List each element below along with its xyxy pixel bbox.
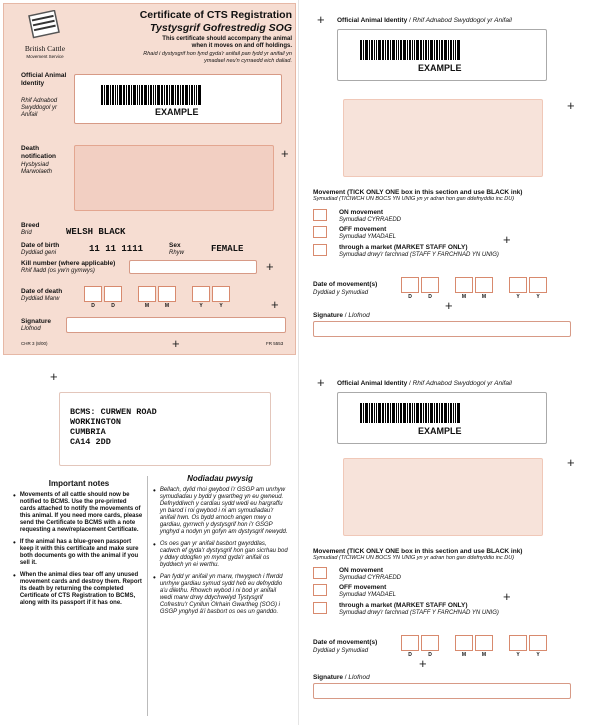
note-text: If the animal has a blue-green passport keep it with this certificate and make sure both documents go with the animal if you sell it. bbox=[19, 539, 139, 566]
date-digit-box[interactable] bbox=[475, 635, 493, 651]
sex-value: FEMALE bbox=[211, 244, 244, 254]
official-id-label: Official Animal Identity bbox=[21, 72, 67, 87]
movement-title-cy: Symudiad (TICIWCH UN BOCS YN UNIG yn yr adran hon gan ddefnyddio inc DU) bbox=[313, 555, 515, 561]
date-letter: Y bbox=[199, 303, 203, 309]
movement-date-boxes[interactable] bbox=[401, 635, 547, 658]
notes-en-list bbox=[13, 492, 143, 612]
date-letter: Y bbox=[536, 294, 540, 300]
date-label: Date of movement(s) bbox=[313, 639, 378, 646]
address-field bbox=[59, 392, 271, 466]
registration-mark: + bbox=[567, 455, 575, 470]
barcode bbox=[360, 403, 470, 423]
registration-mark: + bbox=[503, 589, 511, 604]
death-notification-field[interactable] bbox=[74, 145, 274, 211]
date-letter: M bbox=[164, 303, 170, 309]
date-letter: Y bbox=[516, 652, 520, 658]
date-label-cy: Dyddiad y Symudiad bbox=[313, 290, 369, 296]
signature-field[interactable] bbox=[66, 317, 286, 333]
option-label: through a market (MARKET STAFF ONLY) bbox=[339, 602, 468, 609]
note-item: • Os oes gan yr anifail basbort gwyrddlas, cadwch ef gyda'r dystysgrif hon gan sicrhau bod y ddwy ddogfen yn mynd gyda'r anifail os byddwch yn ei werthu. bbox=[153, 540, 288, 568]
date-letter: M bbox=[481, 652, 487, 658]
movement-card-2: + Official Animal Identity / Rhif Adnabod Swyddogol yr Anifail EXAMPLE + Movement (TICK ONLY ONE box in this section and use BLACK ink) Symudiad (TICIWCH UN BOCS YN UNIG yn yr adran hon gan ddefnyddio inc DU) ON movement Symudiad CYRRAEDD OFF movement Symudiad YMADAEL + through a market (MARKET STAFF ONLY) Symudiad drwy'r farchnad (STAFF Y FARCHNAD YN UNIG) Date of movement(s) Dyddiad y Symudiad D D M M Y Y + Signature / Llofnod bbox=[303, 368, 598, 720]
off-movement-checkbox[interactable] bbox=[313, 226, 327, 238]
date-digit-box[interactable] bbox=[455, 635, 473, 651]
official-id-field bbox=[337, 392, 547, 444]
address-line: BCMS: CURWEN ROAD bbox=[70, 407, 157, 417]
date-letter: Y bbox=[516, 294, 520, 300]
official-id-label-cy: Rhif Adnabod Swyddogol yr Anifail bbox=[412, 17, 512, 24]
date-letter: M bbox=[144, 303, 150, 309]
dob-label-cy: Dyddiad geni bbox=[21, 250, 57, 256]
date-letter: Y bbox=[536, 652, 540, 658]
signature-label: Signature bbox=[313, 312, 343, 319]
option-label: OFF movement bbox=[339, 226, 387, 233]
date-digit-box[interactable] bbox=[529, 635, 547, 651]
registration-mark: + bbox=[503, 232, 511, 247]
registration-mark: + bbox=[317, 12, 325, 27]
registration-mark: + bbox=[271, 297, 279, 312]
address-block bbox=[5, 384, 295, 468]
official-id-label-cy: Rhif Adnabod Swyddogol yr Anifail bbox=[412, 380, 512, 387]
date-digit-box[interactable] bbox=[138, 286, 156, 302]
note-item: • Bellach, dylid rhoi gwybod i'r GSGP am unrhyw symudiadau y bydd y gwartheg yn eu gwneud. Defnyddiwch y cardiau sydd wedi eu hargraffu yn barod i roi gwybod i ni am symudiadau'r anifail hwn. Os bydd arnoch angen mwy o gardiau, gyrrwch y dystysgrif hon i'r GSGP ynghyd a nodyn yn gofyn am dystysgrif newydd. bbox=[153, 486, 288, 535]
option-label-cy: Symudiad CYRRAEDD bbox=[339, 575, 402, 581]
signature-label-cy: Llofnod bbox=[21, 326, 41, 332]
registration-mark: + bbox=[50, 369, 58, 384]
movement-date-boxes[interactable] bbox=[401, 277, 547, 300]
certificate-notice-cy: Rhaid i dystysgrif hon fynd gyda'r anifail pan fydd yr anifail yn ymadael neu'n cyrraedd eich daliad. bbox=[143, 51, 292, 64]
certificate-notice: This certificate should accompany the animal when it moves on and off holdings. bbox=[162, 36, 292, 49]
official-id-label: Official Animal Identity bbox=[337, 380, 408, 387]
address-field-card bbox=[343, 99, 543, 177]
date-letter: D bbox=[91, 303, 95, 309]
bcms-logo bbox=[14, 10, 76, 66]
official-id-label: Official Animal Identity bbox=[337, 17, 408, 24]
barcode bbox=[101, 85, 211, 105]
date-letter: D bbox=[428, 652, 432, 658]
movement-title-cy: Symudiad (TICIWCH UN BOCS YN UNIG yn yr adran hon gan ddefnyddio inc DU) bbox=[313, 196, 515, 202]
option-label: through a market (MARKET STAFF ONLY) bbox=[339, 244, 468, 251]
date-digit-box[interactable] bbox=[84, 286, 102, 302]
note-item: • If the animal has a blue-green passport keep it with this certificate and make sure both documents go with the animal if you sell it. bbox=[13, 539, 143, 567]
option-label: OFF movement bbox=[339, 584, 387, 591]
breed-value: WELSH BLACK bbox=[66, 227, 126, 237]
signature-label-cy: Llofnod bbox=[348, 312, 370, 319]
note-text: When the animal dies tear off any unused movement cards and destroy them. Report its death by returning the completed Certificate of CTS Registration to BCMS, along with its passport if it has one. bbox=[19, 572, 142, 606]
signature-field[interactable] bbox=[313, 683, 571, 699]
registration-mark: + bbox=[266, 259, 274, 274]
signature-field[interactable] bbox=[313, 321, 571, 337]
date-digit-box[interactable] bbox=[212, 286, 230, 302]
date-letter: D bbox=[408, 294, 412, 300]
certificate-title: Certificate of CTS Registration bbox=[139, 9, 292, 21]
barcode-text: EXAMPLE bbox=[418, 63, 462, 73]
registration-mark: + bbox=[172, 336, 180, 351]
official-id-field bbox=[74, 74, 282, 124]
off-movement-checkbox[interactable] bbox=[313, 584, 327, 596]
market-movement-checkbox[interactable] bbox=[313, 244, 327, 256]
note-text: Os oes gan yr anifail basbort gwyrddlas, cadwch ef gyda'r dystysgrif hon gan sicrhau bod y ddwy ddogfen yn mynd gyda'r anifail os byddwch yn ei werthu. bbox=[159, 541, 288, 568]
date-digit-box[interactable] bbox=[529, 277, 547, 293]
date-digit-box[interactable] bbox=[401, 277, 419, 293]
date-digit-box[interactable] bbox=[104, 286, 122, 302]
note-item: • Movements of all cattle should now be notified to BCMS. Use the pre-printed cards attached to notify the movements of this animal. If you need more cards, please send the Certificate to BCMS with a note requesting a new/replacement Certificate. bbox=[13, 491, 143, 533]
movement-title: Movement (TICK ONLY ONE box in this section and use BLACK ink) bbox=[313, 189, 523, 196]
note-text: Bellach, dylid rhoi gwybod i'r GSGP am unrhyw symudiadau y bydd y gwartheg yn eu gwneud. Defnyddiwch y cardiau sydd wedi eu hargraffu yn barod i roi gwybod i ni am symudiadau'r anifail hwn. Os bydd arnoch angen mwy o gardiau, gyrrwch y dystysgrif hon i'r GSGP ynghyd a nodyn yn gofyn am dystysgrif newydd. bbox=[159, 487, 288, 535]
date-letter: M bbox=[461, 652, 467, 658]
official-id-label-cy: Rhif Adnabod Swyddogol yr Anifail bbox=[21, 98, 58, 118]
on-movement-checkbox[interactable] bbox=[313, 567, 327, 579]
sex-label-cy: Rhyw bbox=[169, 250, 185, 256]
date-letter: D bbox=[408, 652, 412, 658]
dob-value: 11 11 1111 bbox=[89, 244, 144, 254]
option-label: ON movement bbox=[339, 567, 384, 574]
death-label: Death notification bbox=[21, 145, 57, 160]
breed-label: Breed bbox=[21, 222, 40, 229]
option-label-cy: Symudiad CYRRAEDD bbox=[339, 217, 402, 223]
registration-mark: + bbox=[445, 298, 453, 313]
option-label-cy: Symudiad YMADAEL bbox=[339, 234, 396, 240]
registration-mark: + bbox=[419, 656, 427, 671]
notes-title-cy: Nodiadau pwysig bbox=[187, 474, 253, 483]
date-of-death-boxes[interactable] bbox=[84, 286, 244, 309]
certificate-panel bbox=[3, 3, 296, 355]
date-digit-box[interactable] bbox=[158, 286, 176, 302]
form-ref: FR 5553 bbox=[266, 341, 284, 346]
date-letter: M bbox=[481, 294, 487, 300]
address-field-card bbox=[343, 458, 543, 536]
barcode bbox=[360, 40, 470, 60]
date-letter: M bbox=[461, 294, 467, 300]
date-label: Date of movement(s) bbox=[313, 281, 378, 288]
date-digit-box[interactable] bbox=[509, 277, 527, 293]
kill-number-field[interactable] bbox=[129, 260, 257, 274]
address-line: CA14 2DD bbox=[70, 437, 111, 447]
movement-title: Movement (TICK ONLY ONE box in this section and use BLACK ink) bbox=[313, 548, 523, 555]
note-item: • When the animal dies tear off any unused movement cards and destroy them. Report its death by returning the completed Certificate of CTS Registration to BCMS, along with its passport if it has one. bbox=[13, 571, 142, 606]
movement-card-1: + Official Animal Identity / Rhif Adnabod Swyddogol yr Anifail EXAMPLE + Movement (TICK ONLY ONE box in this section and use BLACK ink) Symudiad (TICIWCH UN BOCS YN UNIG yn yr adran hon gan ddefnyddio inc DU) ON movement Symudiad CYRRAEDD OFF movement Symudiad YMADAEL + through a market (MARKET STAFF ONLY) Symudiad drwy'r farchnad (STAFF Y FARCHNAD YN UNIG) Date of movement(s) Dyddiad y Symudiad D D M M Y Y + Signature / Llofnod bbox=[303, 3, 598, 355]
date-digit-box[interactable] bbox=[421, 635, 439, 651]
address-line: CUMBRIA bbox=[70, 427, 106, 437]
address-line: WORKINGTON bbox=[70, 417, 122, 427]
date-letter: Y bbox=[219, 303, 223, 309]
signature-label-cy: Llofnod bbox=[348, 674, 370, 681]
certificate-title-cy: Tystysgrif Gofrestredig SOG bbox=[150, 22, 292, 34]
signature-label: Signature bbox=[313, 674, 343, 681]
market-movement-checkbox[interactable] bbox=[313, 602, 327, 614]
option-label-cy: Symudiad drwy'r farchnad (STAFF Y FARCHNAD YN UNIG) bbox=[339, 252, 499, 258]
logo-text: British Cattle bbox=[24, 44, 66, 53]
date-digit-box[interactable] bbox=[509, 635, 527, 651]
dob-label: Date of birth bbox=[21, 242, 60, 249]
note-text: Pan fydd yr anifail yn marw, rhwygwch i ffwrdd unrhyw gardiau symud sydd heb eu defnyddio a'u dilethu. Rhowch wybod i ni bod yr anifail wedi marw drwy ddychwelyd Tystysgrif Cofrestru'r Cynllun Olrhain Gwartheg (SOG) i GSGP ynghyd â'i basbort os oes un ganddo. bbox=[159, 574, 283, 615]
date-letter: D bbox=[428, 294, 432, 300]
dod-label-cy: Dyddiad Marw bbox=[21, 296, 60, 302]
sex-label: Sex bbox=[169, 242, 181, 249]
option-label: ON movement bbox=[339, 209, 384, 216]
notes-title-en: Important notes bbox=[48, 479, 110, 488]
barcode-text: EXAMPLE bbox=[418, 426, 462, 436]
dod-label: Date of death bbox=[21, 288, 63, 295]
registration-mark: + bbox=[567, 98, 575, 113]
date-digit-box[interactable] bbox=[475, 277, 493, 293]
on-movement-checkbox[interactable] bbox=[313, 209, 327, 221]
date-digit-box[interactable] bbox=[401, 635, 419, 651]
note-text: Movements of all cattle should now be notified to BCMS. Use the pre-printed cards attached to notify the movements of this animal. If you need more cards, please send the Certificate to BCMS with a note requesting a new/replacement Certificate. bbox=[19, 492, 143, 533]
notes-section bbox=[5, 472, 295, 720]
date-digit-box[interactable] bbox=[455, 277, 473, 293]
option-label-cy: Symudiad drwy'r farchnad (STAFF Y FARCHNAD YN UNIG) bbox=[339, 610, 499, 616]
official-id-field bbox=[337, 29, 547, 81]
date-letter: D bbox=[111, 303, 115, 309]
barcode-text: EXAMPLE bbox=[155, 107, 199, 117]
kill-label-cy: Rhif lladd (os yw'n gymwys) bbox=[21, 268, 95, 274]
notes-cy-list bbox=[153, 487, 288, 621]
registration-mark: + bbox=[281, 146, 289, 161]
logo-subtext: Movement Service bbox=[26, 54, 64, 59]
note-item: • Pan fydd yr anifail yn marw, rhwygwch i ffwrdd unrhyw gardiau symud sydd heb eu defnyddio a'u dilethu. Rhowch wybod i ni bod yr anifail wedi marw drwy ddychwelyd Tystysgrif Cofrestru'r Cynllun Olrhain Gwartheg (SOG) i GSGP ynghyd â'i basbort os oes un ganddo. bbox=[153, 574, 288, 616]
date-digit-box[interactable] bbox=[192, 286, 210, 302]
death-label-cy: Hysbysiad Marwolaeth bbox=[21, 162, 53, 175]
date-digit-box[interactable] bbox=[421, 277, 439, 293]
registration-mark: + bbox=[317, 375, 325, 390]
option-label-cy: Symudiad YMADAEL bbox=[339, 592, 396, 598]
date-label-cy: Dyddiad y Symudiad bbox=[313, 648, 369, 654]
form-code: CHR 3 (8/00) bbox=[21, 341, 48, 346]
signature-label: Signature bbox=[21, 318, 51, 325]
breed-label-cy: Brid bbox=[21, 230, 32, 236]
bcms-logo-icon bbox=[28, 10, 62, 40]
kill-label: Kill number (where applicable) bbox=[21, 260, 116, 267]
